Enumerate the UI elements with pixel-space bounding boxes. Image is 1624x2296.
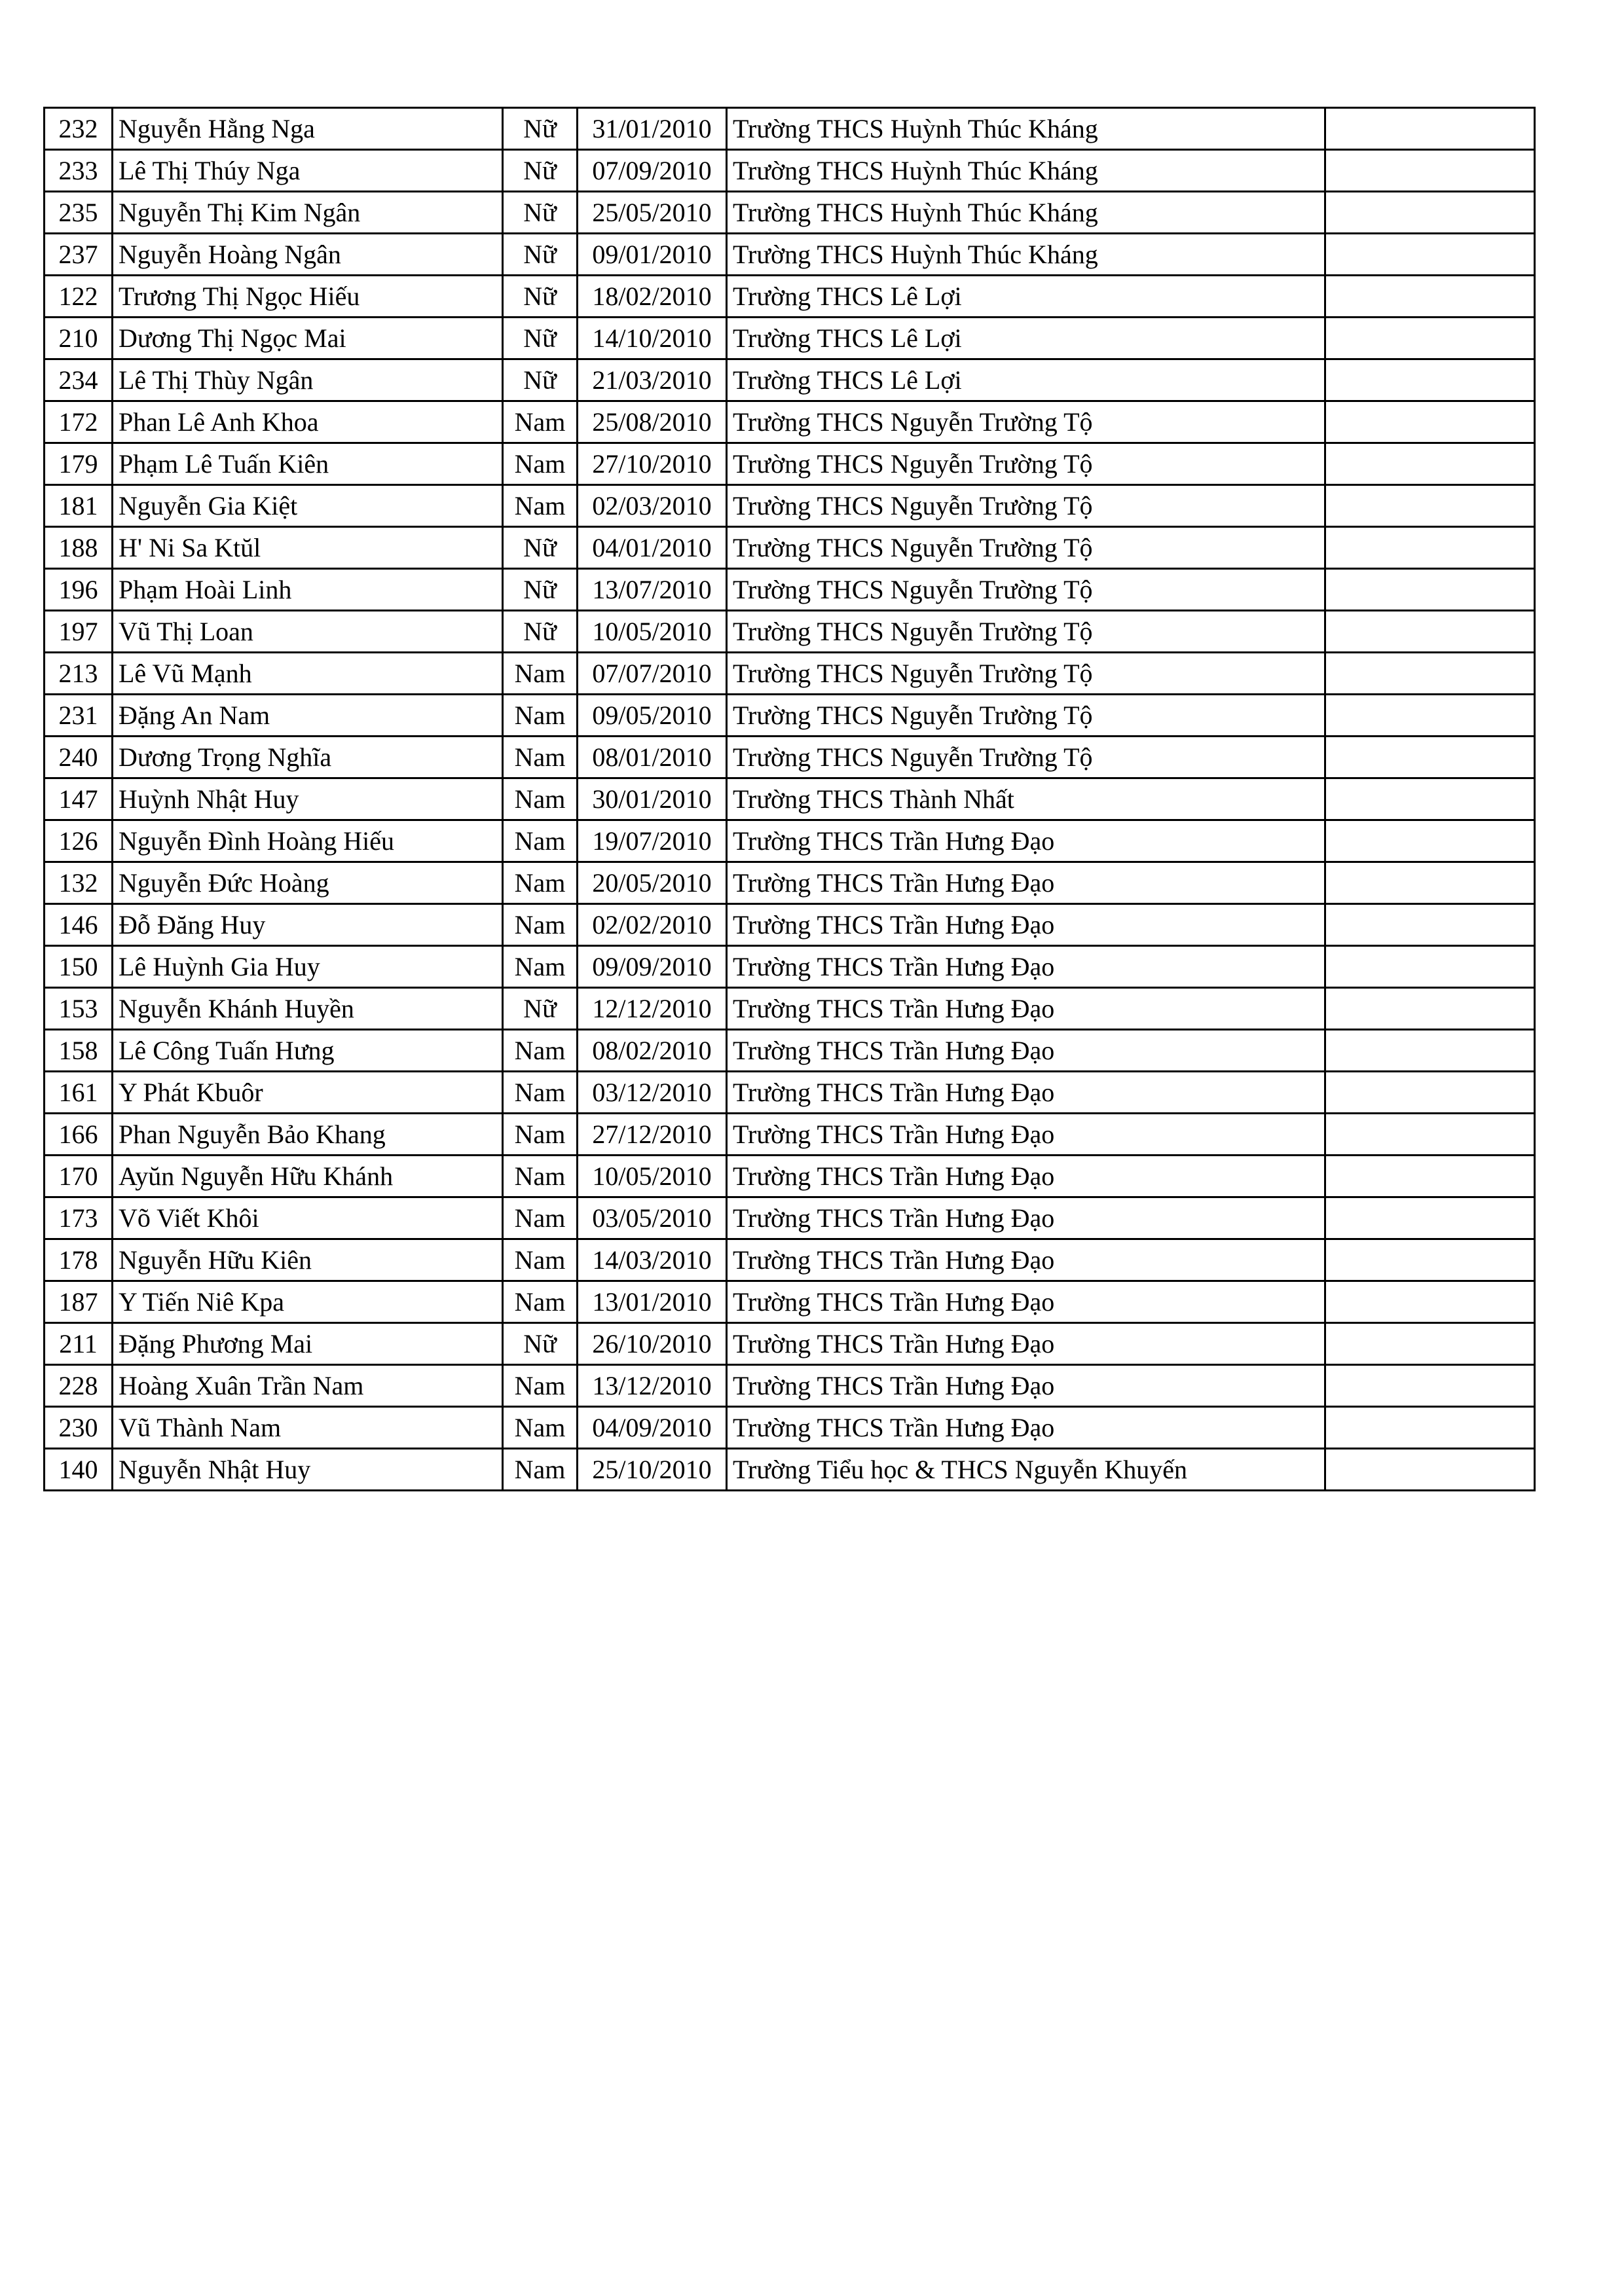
student-school-cell: Trường THCS Trần Hưng Đạo [727, 1072, 1325, 1114]
student-school-cell: Trường THCS Trần Hưng Đạo [727, 1407, 1325, 1449]
student-gender-cell: Nam [503, 862, 578, 904]
student-school-cell: Trường THCS Nguyễn Trường Tộ [727, 485, 1325, 527]
table-row [45, 318, 1535, 359]
student-number-cell: 140 [45, 1449, 113, 1491]
student-gender-cell: Nam [503, 1030, 578, 1072]
student-school-cell: Trường THCS Nguyễn Trường Tộ [727, 695, 1325, 737]
student-gender-cell: Nam [503, 1239, 578, 1281]
student-school-cell: Trường THCS Trần Hưng Đạo [727, 1156, 1325, 1197]
student-note-cell [1325, 1449, 1535, 1491]
student-dob-cell: 07/07/2010 [578, 653, 727, 695]
student-note-cell [1325, 862, 1535, 904]
table-row [45, 276, 1535, 318]
table-row [45, 1072, 1535, 1114]
student-dob-cell: 27/12/2010 [578, 1114, 727, 1156]
student-name-cell: Dương Trọng Nghĩa [113, 737, 503, 778]
student-school-cell: Trường THCS Trần Hưng Đạo [727, 1030, 1325, 1072]
student-dob-cell: 25/05/2010 [578, 192, 727, 234]
student-note-cell [1325, 1114, 1535, 1156]
student-gender-cell: Nam [503, 485, 578, 527]
student-gender-cell: Nam [503, 1281, 578, 1323]
student-dob-cell: 08/02/2010 [578, 1030, 727, 1072]
student-school-cell: Trường THCS Huỳnh Thúc Kháng [727, 192, 1325, 234]
student-number-cell: 172 [45, 401, 113, 443]
student-number-cell: 147 [45, 778, 113, 820]
student-note-cell [1325, 904, 1535, 946]
student-name-cell: Huỳnh Nhật Huy [113, 778, 503, 820]
student-name-cell: Trương Thị Ngọc Hiếu [113, 276, 503, 318]
student-number-cell: 122 [45, 276, 113, 318]
student-note-cell [1325, 1281, 1535, 1323]
student-school-cell: Trường THCS Trần Hưng Đạo [727, 820, 1325, 862]
student-name-cell: Dương Thị Ngọc Mai [113, 318, 503, 359]
student-name-cell: Lê Huỳnh Gia Huy [113, 946, 503, 988]
student-dob-cell: 14/10/2010 [578, 318, 727, 359]
student-school-cell: Trường THCS Nguyễn Trường Tộ [727, 653, 1325, 695]
student-name-cell: Phạm Lê Tuấn Kiên [113, 443, 503, 485]
student-number-cell: 178 [45, 1239, 113, 1281]
student-name-cell: Đặng An Nam [113, 695, 503, 737]
student-number-cell: 230 [45, 1407, 113, 1449]
student-dob-cell: 26/10/2010 [578, 1323, 727, 1365]
student-school-cell: Trường THCS Lê Lợi [727, 276, 1325, 318]
student-name-cell: Y Tiến Niê Kpa [113, 1281, 503, 1323]
student-number-cell: 196 [45, 569, 113, 611]
student-school-cell: Trường THCS Trần Hưng Đạo [727, 904, 1325, 946]
student-note-cell [1325, 234, 1535, 276]
student-number-cell: 173 [45, 1197, 113, 1239]
student-note-cell [1325, 527, 1535, 569]
student-dob-cell: 25/08/2010 [578, 401, 727, 443]
student-dob-cell: 03/12/2010 [578, 1072, 727, 1114]
student-number-cell: 210 [45, 318, 113, 359]
table-row [45, 1156, 1535, 1197]
student-gender-cell: Nam [503, 737, 578, 778]
student-number-cell: 146 [45, 904, 113, 946]
student-school-cell: Trường THCS Trần Hưng Đạo [727, 1281, 1325, 1323]
student-dob-cell: 03/05/2010 [578, 1197, 727, 1239]
table-row [45, 695, 1535, 737]
student-number-cell: 166 [45, 1114, 113, 1156]
student-note-cell [1325, 401, 1535, 443]
student-note-cell [1325, 359, 1535, 401]
student-note-cell [1325, 485, 1535, 527]
student-note-cell [1325, 820, 1535, 862]
student-gender-cell: Nữ [503, 276, 578, 318]
student-gender-cell: Nam [503, 1449, 578, 1491]
student-dob-cell: 02/03/2010 [578, 485, 727, 527]
student-dob-cell: 04/01/2010 [578, 527, 727, 569]
student-dob-cell: 27/10/2010 [578, 443, 727, 485]
student-dob-cell: 04/09/2010 [578, 1407, 727, 1449]
student-name-cell: Phan Nguyễn Bảo Khang [113, 1114, 503, 1156]
student-school-cell: Trường THCS Nguyễn Trường Tộ [727, 401, 1325, 443]
student-note-cell [1325, 1156, 1535, 1197]
table-row [45, 192, 1535, 234]
student-school-cell: Trường THCS Huỳnh Thúc Kháng [727, 108, 1325, 150]
student-school-cell: Trường THCS Trần Hưng Đạo [727, 988, 1325, 1030]
table-row [45, 653, 1535, 695]
student-note-cell [1325, 1365, 1535, 1407]
student-note-cell [1325, 318, 1535, 359]
student-gender-cell: Nam [503, 1114, 578, 1156]
student-school-cell: Trường THCS Huỳnh Thúc Kháng [727, 150, 1325, 192]
student-note-cell [1325, 108, 1535, 150]
student-dob-cell: 09/09/2010 [578, 946, 727, 988]
student-gender-cell: Nam [503, 904, 578, 946]
student-gender-cell: Nam [503, 946, 578, 988]
student-school-cell: Trường THCS Trần Hưng Đạo [727, 1197, 1325, 1239]
student-name-cell: Lê Thị Thúy Nga [113, 150, 503, 192]
student-gender-cell: Nữ [503, 988, 578, 1030]
student-note-cell [1325, 946, 1535, 988]
student-dob-cell: 13/07/2010 [578, 569, 727, 611]
table-row [45, 988, 1535, 1030]
table-row [45, 527, 1535, 569]
student-name-cell: Nguyễn Khánh Huyền [113, 988, 503, 1030]
student-dob-cell: 13/01/2010 [578, 1281, 727, 1323]
student-dob-cell: 02/02/2010 [578, 904, 727, 946]
student-school-cell: Trường THCS Thành Nhất [727, 778, 1325, 820]
student-number-cell: 211 [45, 1323, 113, 1365]
student-number-cell: 187 [45, 1281, 113, 1323]
student-number-cell: 213 [45, 653, 113, 695]
table-row [45, 1114, 1535, 1156]
student-table-body [45, 108, 1535, 1491]
student-number-cell: 158 [45, 1030, 113, 1072]
student-dob-cell: 09/05/2010 [578, 695, 727, 737]
student-note-cell [1325, 150, 1535, 192]
table-row [45, 778, 1535, 820]
student-name-cell: H' Ni Sa Ktŭl [113, 527, 503, 569]
student-school-cell: Trường THCS Lê Lợi [727, 359, 1325, 401]
student-note-cell [1325, 569, 1535, 611]
student-dob-cell: 30/01/2010 [578, 778, 727, 820]
student-dob-cell: 09/01/2010 [578, 234, 727, 276]
student-school-cell: Trường THCS Nguyễn Trường Tộ [727, 611, 1325, 653]
table-row [45, 1365, 1535, 1407]
student-number-cell: 161 [45, 1072, 113, 1114]
student-gender-cell: Nam [503, 401, 578, 443]
student-name-cell: Y Phát Kbuôr [113, 1072, 503, 1114]
table-row [45, 401, 1535, 443]
student-number-cell: 234 [45, 359, 113, 401]
student-note-cell [1325, 695, 1535, 737]
table-row [45, 359, 1535, 401]
student-gender-cell: Nữ [503, 192, 578, 234]
table-row [45, 946, 1535, 988]
student-school-cell: Trường THCS Nguyễn Trường Tộ [727, 569, 1325, 611]
student-name-cell: Nguyễn Gia Kiệt [113, 485, 503, 527]
student-school-cell: Trường THCS Trần Hưng Đạo [727, 946, 1325, 988]
student-gender-cell: Nữ [503, 1323, 578, 1365]
student-gender-cell: Nam [503, 1407, 578, 1449]
student-number-cell: 132 [45, 862, 113, 904]
student-number-cell: 126 [45, 820, 113, 862]
student-note-cell [1325, 653, 1535, 695]
table-row [45, 611, 1535, 653]
student-name-cell: Phạm Hoài Linh [113, 569, 503, 611]
student-gender-cell: Nữ [503, 359, 578, 401]
student-dob-cell: 07/09/2010 [578, 150, 727, 192]
student-dob-cell: 13/12/2010 [578, 1365, 727, 1407]
student-school-cell: Trường THCS Trần Hưng Đạo [727, 1114, 1325, 1156]
student-number-cell: 179 [45, 443, 113, 485]
table-row [45, 150, 1535, 192]
student-name-cell: Võ Viết Khôi [113, 1197, 503, 1239]
table-row [45, 737, 1535, 778]
student-note-cell [1325, 276, 1535, 318]
student-gender-cell: Nam [503, 820, 578, 862]
table-row [45, 820, 1535, 862]
student-number-cell: 231 [45, 695, 113, 737]
student-note-cell [1325, 1030, 1535, 1072]
student-name-cell: Nguyễn Đình Hoàng Hiếu [113, 820, 503, 862]
student-gender-cell: Nữ [503, 527, 578, 569]
student-note-cell [1325, 1323, 1535, 1365]
student-name-cell: Phan Lê Anh Khoa [113, 401, 503, 443]
student-name-cell: Đặng Phương Mai [113, 1323, 503, 1365]
student-dob-cell: 10/05/2010 [578, 1156, 727, 1197]
student-gender-cell: Nữ [503, 150, 578, 192]
student-school-cell: Trường THCS Trần Hưng Đạo [727, 1365, 1325, 1407]
table-row [45, 1407, 1535, 1449]
student-name-cell: Vũ Thành Nam [113, 1407, 503, 1449]
student-number-cell: 197 [45, 611, 113, 653]
student-name-cell: Lê Thị Thùy Ngân [113, 359, 503, 401]
student-gender-cell: Nam [503, 695, 578, 737]
student-name-cell: Hoàng Xuân Trần Nam [113, 1365, 503, 1407]
student-number-cell: 188 [45, 527, 113, 569]
table-row [45, 569, 1535, 611]
student-name-cell: Nguyễn Nhật Huy [113, 1449, 503, 1491]
student-name-cell: Lê Vũ Mạnh [113, 653, 503, 695]
student-note-cell [1325, 988, 1535, 1030]
student-school-cell: Trường THCS Trần Hưng Đạo [727, 1323, 1325, 1365]
student-name-cell: Vũ Thị Loan [113, 611, 503, 653]
student-name-cell: Ayŭn Nguyễn Hữu Khánh [113, 1156, 503, 1197]
student-gender-cell: Nam [503, 443, 578, 485]
table-row [45, 1449, 1535, 1491]
student-gender-cell: Nữ [503, 318, 578, 359]
table-row [45, 234, 1535, 276]
student-name-cell: Nguyễn Hằng Nga [113, 108, 503, 150]
table-row [45, 904, 1535, 946]
student-gender-cell: Nữ [503, 611, 578, 653]
student-gender-cell: Nam [503, 653, 578, 695]
table-row [45, 108, 1535, 150]
student-note-cell [1325, 1407, 1535, 1449]
student-table [43, 107, 1536, 1491]
table-row [45, 443, 1535, 485]
student-note-cell [1325, 1072, 1535, 1114]
student-number-cell: 150 [45, 946, 113, 988]
student-note-cell [1325, 611, 1535, 653]
student-note-cell [1325, 443, 1535, 485]
student-school-cell: Trường THCS Nguyễn Trường Tộ [727, 443, 1325, 485]
student-number-cell: 233 [45, 150, 113, 192]
student-number-cell: 153 [45, 988, 113, 1030]
student-gender-cell: Nữ [503, 108, 578, 150]
student-dob-cell: 31/01/2010 [578, 108, 727, 150]
student-school-cell: Trường THCS Trần Hưng Đạo [727, 862, 1325, 904]
student-note-cell [1325, 1239, 1535, 1281]
student-number-cell: 237 [45, 234, 113, 276]
student-gender-cell: Nữ [503, 234, 578, 276]
student-number-cell: 235 [45, 192, 113, 234]
student-school-cell: Trường THCS Trần Hưng Đạo [727, 1239, 1325, 1281]
student-name-cell: Nguyễn Hoàng Ngân [113, 234, 503, 276]
table-row [45, 1323, 1535, 1365]
student-gender-cell: Nam [503, 1072, 578, 1114]
student-dob-cell: 21/03/2010 [578, 359, 727, 401]
student-number-cell: 170 [45, 1156, 113, 1197]
student-school-cell: Trường THCS Nguyễn Trường Tộ [727, 737, 1325, 778]
student-name-cell: Nguyễn Hữu Kiên [113, 1239, 503, 1281]
table-row [45, 1239, 1535, 1281]
student-name-cell: Nguyễn Đức Hoàng [113, 862, 503, 904]
student-name-cell: Lê Công Tuấn Hưng [113, 1030, 503, 1072]
student-name-cell: Nguyễn Thị Kim Ngân [113, 192, 503, 234]
student-gender-cell: Nam [503, 1197, 578, 1239]
table-row [45, 1030, 1535, 1072]
student-note-cell [1325, 192, 1535, 234]
table-row [45, 485, 1535, 527]
student-note-cell [1325, 737, 1535, 778]
student-name-cell: Đỗ Đăng Huy [113, 904, 503, 946]
student-school-cell: Trường THCS Nguyễn Trường Tộ [727, 527, 1325, 569]
student-dob-cell: 18/02/2010 [578, 276, 727, 318]
student-dob-cell: 19/07/2010 [578, 820, 727, 862]
student-school-cell: Trường Tiểu học & THCS Nguyễn Khuyến [727, 1449, 1325, 1491]
student-dob-cell: 14/03/2010 [578, 1239, 727, 1281]
student-dob-cell: 10/05/2010 [578, 611, 727, 653]
student-dob-cell: 20/05/2010 [578, 862, 727, 904]
student-number-cell: 232 [45, 108, 113, 150]
student-note-cell [1325, 1197, 1535, 1239]
table-row [45, 1281, 1535, 1323]
table-row [45, 862, 1535, 904]
table-row [45, 1197, 1535, 1239]
student-school-cell: Trường THCS Huỳnh Thúc Kháng [727, 234, 1325, 276]
student-dob-cell: 08/01/2010 [578, 737, 727, 778]
student-gender-cell: Nữ [503, 569, 578, 611]
student-number-cell: 240 [45, 737, 113, 778]
student-gender-cell: Nam [503, 778, 578, 820]
student-gender-cell: Nam [503, 1365, 578, 1407]
student-gender-cell: Nam [503, 1156, 578, 1197]
student-number-cell: 228 [45, 1365, 113, 1407]
student-dob-cell: 12/12/2010 [578, 988, 727, 1030]
student-note-cell [1325, 778, 1535, 820]
student-school-cell: Trường THCS Lê Lợi [727, 318, 1325, 359]
student-dob-cell: 25/10/2010 [578, 1449, 727, 1491]
student-number-cell: 181 [45, 485, 113, 527]
